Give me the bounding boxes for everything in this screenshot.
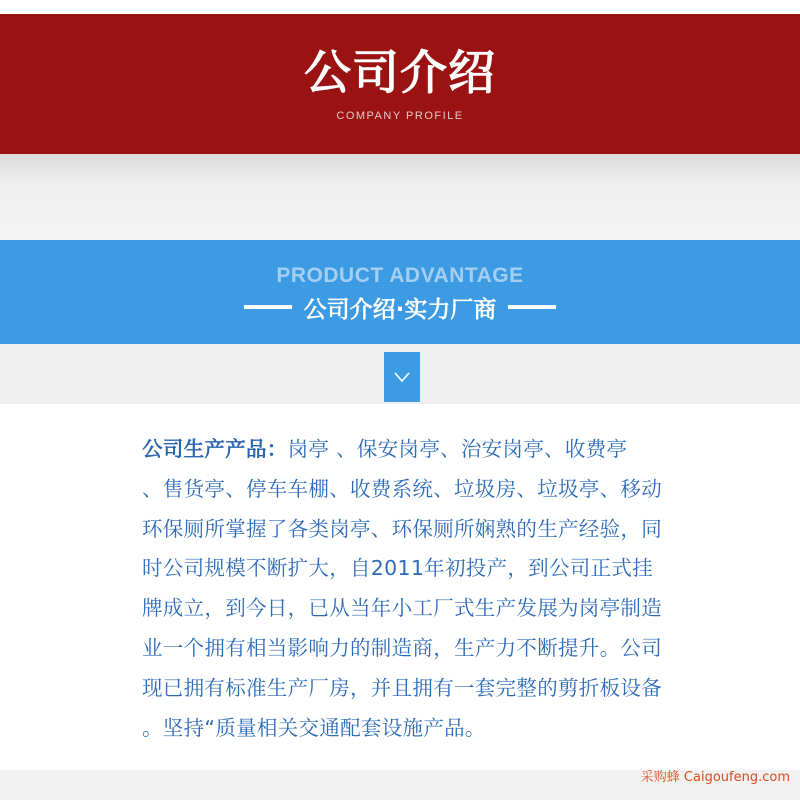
page-title: 公司介绍 (304, 46, 496, 101)
left-divider (244, 305, 292, 309)
description-line: 业一个拥有相当影响力的制造商，生产力不断提升。公司 (142, 635, 662, 660)
page-subtitle: COMPANY PROFILE (336, 110, 464, 122)
description-line: 时公司规模不断扩大，自2011年初投产，到公司正式挂 (142, 556, 653, 581)
section-english-heading: PRODUCT ADVANTAGE (276, 264, 524, 287)
description-line: 牌成立，到今日，已从当年小工厂式生产发展为岗亭制造 (142, 596, 662, 621)
company-description (142, 430, 666, 748)
description-line: 。坚持“质量相关交通配套设施产品。 (142, 715, 486, 740)
watermark: 采购蜂 Caigoufeng.com (640, 770, 790, 785)
description-lead: 公司生产产品： (142, 437, 288, 461)
description-line: 现已拥有标准生产厂房，并且拥有一套完整的剪折板设备 (142, 675, 662, 700)
description-line: 岗亭 、保安岗亭、治安岗亭、收费亭 (287, 437, 628, 461)
description-line: 环保厕所掌握了各类岗亭、环保厕所娴熟的生产经验，同 (142, 516, 662, 541)
chevron-down-icon (384, 352, 420, 402)
right-divider (508, 305, 556, 309)
spacer-band (0, 154, 800, 240)
section-chinese-heading: 公司介绍·实力厂商 (303, 296, 497, 323)
section-chinese-heading-row (0, 290, 800, 324)
description-line: 、售货亭、停车车棚、收费系统、垃圾房、垃圾亭、移动 (142, 476, 662, 501)
